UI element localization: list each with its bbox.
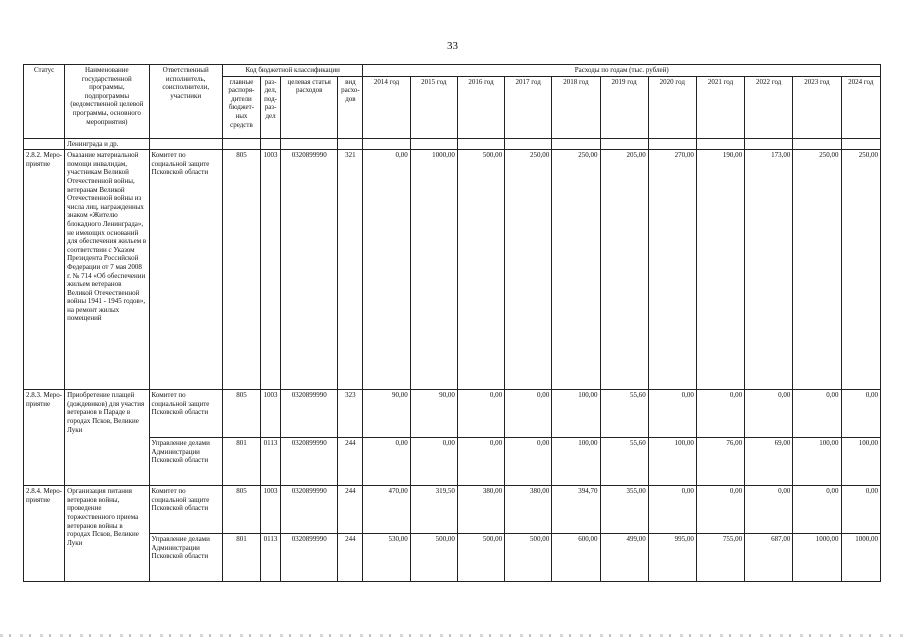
row-year-value: 0,00	[696, 390, 744, 438]
row-year-value: 100,00	[552, 390, 600, 438]
row-year-value: 100,00	[793, 438, 841, 486]
row-target-article: 0320899990	[281, 150, 338, 390]
table-row	[24, 390, 881, 438]
row-target-article: 0320899990	[281, 534, 338, 582]
row-section: 1003	[261, 150, 281, 390]
row-grbs: 805	[222, 486, 260, 534]
row-year-value: 755,00	[696, 534, 744, 582]
scan-noise	[0, 634, 905, 637]
row-year-value: 90,00	[363, 390, 410, 438]
row-year-value: 250,00	[841, 150, 880, 390]
header-budget-col: целевая статья расходов	[281, 76, 338, 138]
header-year: 2014 год	[363, 76, 410, 138]
row-year-value: 0,00	[648, 390, 696, 438]
row-grbs: 801	[222, 534, 260, 582]
row-year-value: 687,00	[745, 534, 793, 582]
header-year: 2019 год	[600, 76, 648, 138]
row-section: 1003	[261, 390, 281, 438]
row-section: 1003	[261, 486, 281, 534]
row-year-value: 0,00	[745, 390, 793, 438]
row-status: 2.8.2. Меро-приятие	[24, 150, 65, 390]
row-year-value: 1000,00	[410, 150, 457, 390]
row-year-value: 205,00	[600, 150, 648, 390]
page-number: 33	[447, 40, 458, 52]
table-row	[24, 486, 881, 534]
row-year-value: 0,00	[457, 438, 504, 486]
row-name: Оказание материальной помощи инвалидам, участникам Великой Отечественной войны, ветеранам Великой Отечественной войны из числа лиц, награжденных знаком «Жителю блокадного Ленинграда», не имеющих оснований для обеспечения жильем в соответствии с Указом Президента Российской Федерации от 7 мая 2008 г. № 714 «Об обеспечении жильем ветеранов Великой Отечественной войны 1941 - 1945 годов», на ремонт жилых помещений	[65, 150, 149, 390]
row-year-value: 0,00	[841, 486, 880, 534]
header-executor: Ответственный исполнитель, соисполнители, участники	[149, 65, 222, 139]
row-year-value: 173,00	[745, 150, 793, 390]
header-budget-col: раз-дел, под-раз-дел	[261, 76, 281, 138]
row-expense-type: 321	[338, 150, 363, 390]
row-year-value: 0,00	[648, 486, 696, 534]
row-executor: Управление делами Администрации Псковской области	[149, 438, 222, 486]
row-year-value: 90,00	[410, 390, 457, 438]
row-year-value: 600,00	[552, 534, 600, 582]
row-target-article: 0320899990	[281, 486, 338, 534]
row-grbs: 805	[222, 150, 260, 390]
table-row	[24, 534, 881, 582]
row-target-article: 0320899990	[281, 390, 338, 438]
row-year-value: 76,00	[696, 438, 744, 486]
row-executor: Комитет по социальной защите Псковской области	[149, 390, 222, 438]
table-row	[24, 438, 881, 486]
row-year-value: 499,00	[600, 534, 648, 582]
header-year: 2023 год	[793, 76, 841, 138]
header-expenses: Расходы по годам (тыс. рублей)	[363, 65, 881, 77]
row-year-value: 0,00	[363, 438, 410, 486]
row-year-value: 380,00	[457, 486, 504, 534]
header-budget-code: Код бюджетной классификации	[222, 65, 363, 77]
row-year-value: 250,00	[505, 150, 552, 390]
header-budget-col: вид расхо-дов	[338, 76, 363, 138]
row-year-value: 530,00	[363, 534, 410, 582]
row-year-value: 100,00	[841, 438, 880, 486]
table-row	[24, 150, 881, 390]
row-year-value: 250,00	[793, 150, 841, 390]
row-year-value: 0,00	[793, 390, 841, 438]
continuation-text: Ленинграда и др.	[65, 138, 149, 150]
row-year-value: 319,50	[410, 486, 457, 534]
row-year-value: 470,00	[363, 486, 410, 534]
row-expense-type: 244	[338, 438, 363, 486]
row-section: 0113	[261, 534, 281, 582]
row-year-value: 0,00	[505, 438, 552, 486]
row-expense-type: 323	[338, 390, 363, 438]
header-status: Статус	[24, 65, 65, 139]
row-year-value: 0,00	[745, 486, 793, 534]
row-year-value: 0,00	[363, 150, 410, 390]
row-year-value: 0,00	[410, 438, 457, 486]
row-year-value: 500,00	[457, 150, 504, 390]
row-expense-type: 244	[338, 534, 363, 582]
row-expense-type: 244	[338, 486, 363, 534]
header-year: 2016 год	[457, 76, 504, 138]
row-year-value: 0,00	[505, 390, 552, 438]
row-year-value: 500,00	[457, 534, 504, 582]
row-year-value: 0,00	[696, 486, 744, 534]
continuation-row	[24, 138, 881, 150]
row-target-article: 0320899990	[281, 438, 338, 486]
row-year-value: 55,60	[600, 438, 648, 486]
row-year-value: 0,00	[841, 390, 880, 438]
header-year: 2017 год	[505, 76, 552, 138]
row-year-value: 69,00	[745, 438, 793, 486]
row-year-value: 0,00	[793, 486, 841, 534]
row-year-value: 1000,00	[841, 534, 880, 582]
header-budget-col: главные распоря-дители бюджет-ных средств	[222, 76, 260, 138]
row-year-value: 394,70	[552, 486, 600, 534]
row-year-value: 500,00	[505, 534, 552, 582]
row-name: Организация питания ветеранов войны, проведение торжественного приема ветеранов войны в городах Псков, Великие Луки	[65, 486, 149, 582]
row-year-value: 1000,00	[793, 534, 841, 582]
row-grbs: 801	[222, 438, 260, 486]
row-section: 0113	[261, 438, 281, 486]
header-year: 2015 год	[410, 76, 457, 138]
header-row-1	[24, 65, 881, 77]
row-year-value: 55,60	[600, 390, 648, 438]
row-executor: Комитет по социальной защите Псковской области	[149, 150, 222, 390]
row-status: 2.8.3. Меро-приятие	[24, 390, 65, 486]
row-year-value: 100,00	[648, 438, 696, 486]
row-year-value: 500,00	[410, 534, 457, 582]
header-year: 2021 год	[696, 76, 744, 138]
header-year: 2018 год	[552, 76, 600, 138]
row-name: Приобретение плащей (дождевиков) для участия ветеранов в Параде в городах Псков, Великие Луки	[65, 390, 149, 486]
header-name: Наименование государственной программы, подпрограммы (ведомственной целевой программы, основного мероприятия)	[65, 65, 149, 139]
row-grbs: 805	[222, 390, 260, 438]
budget-table	[23, 64, 881, 582]
row-year-value: 100,00	[552, 438, 600, 486]
row-status: 2.8.4. Меро-приятие	[24, 486, 65, 582]
header-year: 2024 год	[841, 76, 880, 138]
row-year-value: 0,00	[457, 390, 504, 438]
row-executor: Комитет по социальной защите Псковской области	[149, 486, 222, 534]
row-year-value: 380,00	[505, 486, 552, 534]
row-year-value: 995,00	[648, 534, 696, 582]
row-year-value: 250,00	[552, 150, 600, 390]
row-year-value: 355,00	[600, 486, 648, 534]
row-year-value: 190,00	[696, 150, 744, 390]
row-year-value: 270,00	[648, 150, 696, 390]
header-year: 2020 год	[648, 76, 696, 138]
row-executor: Управление делами Администрации Псковской области	[149, 534, 222, 582]
header-year: 2022 год	[745, 76, 793, 138]
